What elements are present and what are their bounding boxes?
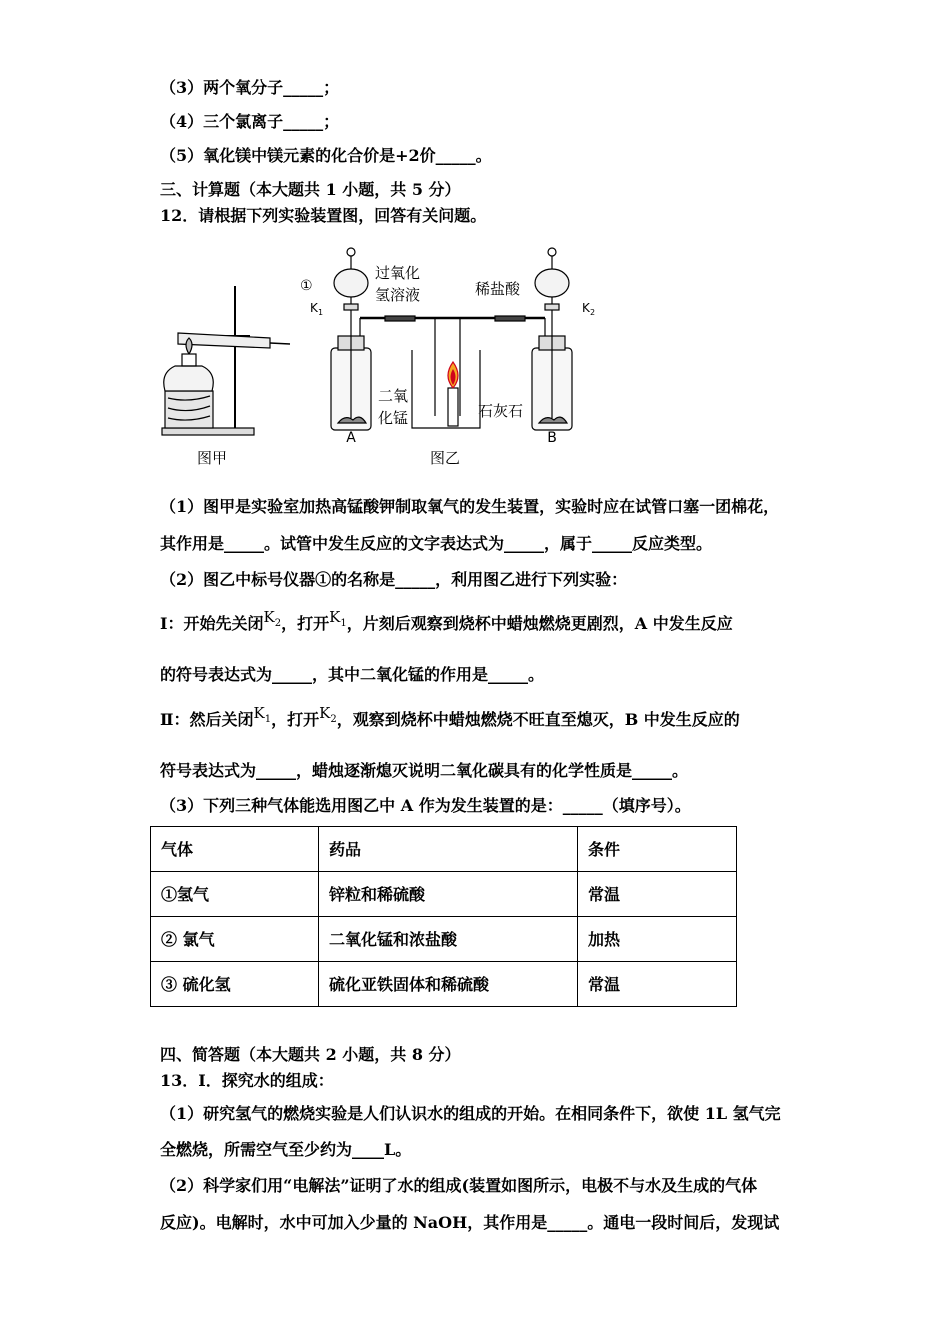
table-cell: 常温 <box>578 872 737 917</box>
label-circle-1: ① <box>300 278 313 294</box>
label-h2o2-line1: 过氧化 <box>375 264 421 282</box>
table-cell: ② 氯气 <box>151 917 319 962</box>
step-i-post: ，片刻后观察到烧杯中蜡烛燃烧更剧烈，A 中发生反应 <box>346 614 733 633</box>
q12-stem: 12．请根据下列实验装置图，回答有关问题。 <box>160 206 487 225</box>
p1-line-b: 其作用是_____。试管中发生反应的文字表达式为_____，属于_____反应类型。 <box>160 534 713 553</box>
q4-line: （4）三个氯离子_____； <box>160 112 340 131</box>
step-i-line-b: 的符号表达式为_____，其中二氧化锰的作用是_____。 <box>160 665 545 684</box>
step-i-pre: Ⅰ：开始先关闭 <box>160 614 264 633</box>
section-3-heading: 三、计算题（本大题共 1 小题，共 5 分） <box>160 180 461 199</box>
q13-p2-line-b: 反应)。电解时，水中可加入少量的 NaOH，其作用是_____。通电一段时间后，发现试 <box>160 1213 780 1232</box>
heating-apparatus <box>162 286 290 435</box>
table-cell: 锌粒和稀硫酸 <box>319 872 578 917</box>
table-cell: 硫化亚铁固体和稀硫酸 <box>319 962 578 1007</box>
table-row <box>151 872 737 917</box>
caption-yi: 图乙 <box>429 449 461 467</box>
k1-symbol: $K_1$ <box>329 608 347 629</box>
k2-symbol: $K_2$ <box>319 704 337 725</box>
table-cell: ③ 硫化氢 <box>151 962 319 1007</box>
step-ii-pre: Ⅱ：然后关闭 <box>160 710 254 729</box>
table-row <box>151 917 737 962</box>
gas-table <box>150 826 737 1007</box>
step-i-line <box>160 608 733 641</box>
label-mno2-line2: 化锰 <box>378 409 409 427</box>
q13-p1-line-b: 全燃烧，所需空气至少约为____L。 <box>160 1140 412 1159</box>
caption-jia: 图甲 <box>196 449 228 467</box>
table-header-cell: 气体 <box>151 827 319 872</box>
q13-p1-line-a: （1）研究氢气的燃烧实验是人们认识水的组成的开始。在相同条件下，欲使 1L 氢气完 <box>160 1104 781 1123</box>
q3-line: （3）两个氧分子_____； <box>160 78 340 97</box>
label-mno2-line1: 二氧 <box>378 387 409 405</box>
step-ii-line <box>160 704 740 737</box>
table-row <box>151 962 737 1007</box>
label-hcl: 稀盐酸 <box>475 280 521 298</box>
step-ii-post: ，观察到烧杯中蜡烛燃烧不旺直至熄灭，B 中发生反应的 <box>336 710 740 729</box>
q13-p2-line-a: （2）科学家们用“电解法”证明了水的组成(装置如图所示，电极不与水及生成的气体 <box>160 1176 758 1195</box>
k2-symbol: $K_2$ <box>263 608 282 629</box>
label-a: A <box>346 430 356 446</box>
section-4-heading: 四、简答题（本大题共 2 小题，共 8 分） <box>160 1045 461 1064</box>
label-h2o2-line2: 氢溶液 <box>375 286 421 304</box>
table-cell: 二氧化锰和浓盐酸 <box>319 917 578 962</box>
label-k2: K <box>582 301 590 315</box>
p3-line: （3）下列三种气体能选用图乙中 A 作为发生装置的是：_____（填序号）。 <box>160 796 691 815</box>
gas-generation-apparatus <box>331 248 572 430</box>
table-header-cell: 条件 <box>578 827 737 872</box>
step-ii-line-b: 符号表达式为_____，蜡烛逐渐熄灭说明二氧化碳具有的化学性质是_____。 <box>160 761 689 780</box>
label-limestone: 石灰石 <box>478 402 524 420</box>
label-k2-sub: 2 <box>590 308 596 317</box>
label-k1: K <box>310 301 318 315</box>
table-cell: ①氢气 <box>151 872 319 917</box>
q5-line: （5）氧化镁中镁元素的化合价是+2价_____。 <box>160 146 492 165</box>
step-ii-mid: ，打开 <box>271 710 320 729</box>
table-header-cell: 药品 <box>319 827 578 872</box>
table-header-row <box>151 827 737 872</box>
table-cell: 常温 <box>578 962 737 1007</box>
p2-line: （2）图乙中标号仪器①的名称是_____，利用图乙进行下列实验： <box>160 570 628 589</box>
k1-symbol: $K_1$ <box>253 704 272 725</box>
label-k1-sub: 1 <box>318 308 324 317</box>
q13-stem: 13．I．探究水的组成： <box>160 1071 334 1090</box>
step-i-mid: ，打开 <box>281 614 330 633</box>
table-cell: 加热 <box>578 917 737 962</box>
p1-line-a: （1）图甲是实验室加热高锰酸钾制取氧气的发生装置，实验时应在试管口塞一团棉花， <box>160 497 780 516</box>
apparatus-figure <box>150 238 610 478</box>
label-b: B <box>547 430 557 446</box>
